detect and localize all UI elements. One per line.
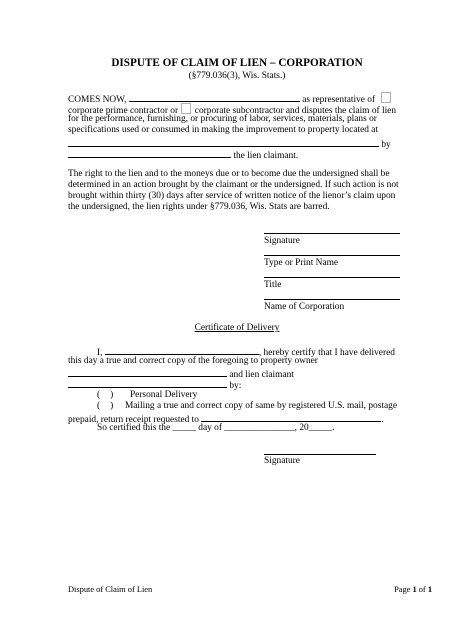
right-to-lien-line-1: The right to the lien and to the moneys due or to become due the undersigned shall be (68, 169, 390, 179)
prepaid-text: prepaid, return receipt requested to (68, 415, 199, 425)
certificate-signature-rule[interactable] (264, 454, 376, 455)
certificate-heading: Certificate of Delivery (194, 323, 280, 333)
delivery-by-text: by: (229, 381, 242, 391)
lien-claimant-field[interactable] (68, 148, 231, 158)
right-to-lien-line-2: determined in an action brought by the claimant or the undersigned. If such action is not (68, 180, 399, 190)
lien-claimant-line (68, 148, 298, 162)
title-rule[interactable] (264, 277, 400, 278)
lien-claimant-text: the lien claimant. (233, 151, 299, 161)
i-text: I, (97, 348, 103, 358)
print-name-rule[interactable] (264, 255, 400, 256)
document-title: DISPUTE OF CLAIM OF LIEN – CORPORATION (111, 57, 363, 69)
prepaid-line: prepaid, return receipt requested to . (68, 412, 384, 426)
specifications-line: specifications used or consumed in making the improvement to property located at (68, 125, 379, 135)
property-owner-field[interactable] (68, 367, 227, 377)
subcontractor-checkbox[interactable] (181, 103, 191, 114)
mail-delivery-close-paren: ) (110, 401, 114, 411)
representative-checkbox[interactable] (381, 92, 391, 103)
performance-line: for the performance, furnishing, or procuring of labor, services, materials, plans or (68, 114, 377, 124)
print-name-label: Type or Print Name (264, 258, 339, 268)
certificate-signature-label: Signature (264, 456, 300, 466)
personal-delivery-open-paren: ( (97, 390, 101, 400)
personal-delivery-label: Personal Delivery (129, 390, 198, 400)
footer-page-number (370, 584, 432, 595)
page-word: Page (394, 585, 411, 594)
hereby-certify-text: , hereby certify that I have delivered (258, 348, 395, 358)
property-address-field[interactable] (68, 137, 379, 147)
property-owner-line: this day a true and correct copy of the foregoing to property owner (68, 356, 318, 366)
personal-delivery-option[interactable] (97, 390, 197, 401)
footer-document-name: Dispute of Claim of Lien (68, 585, 153, 594)
lien-claimant-name-field[interactable] (68, 378, 227, 388)
so-certified-line: So certified this the _____ day of _______________, 20_____. (97, 423, 335, 433)
title-label: Title (264, 280, 282, 290)
mail-delivery-option[interactable] (97, 401, 397, 412)
comes-now-text: COMES NOW, (68, 95, 127, 105)
page-total: 1 (427, 585, 432, 594)
representative-name-field[interactable] (129, 92, 300, 102)
mail-delivery-open-paren: ( (97, 401, 101, 411)
by-text: by (381, 140, 391, 150)
of-word: of (418, 585, 426, 594)
corporation-rule[interactable] (264, 299, 400, 300)
right-to-lien-line-4: the undersigned, the lien rights under §779.036, Wis. Stats are barred. (68, 202, 330, 212)
and-lien-claimant-text: and lien claimant (229, 370, 294, 380)
subcontractor-text: corporate subcontractor and disputes the claim of lien (194, 106, 397, 116)
mail-delivery-label: Mailing a true and correct copy of same by registered U.S. mail, postage (124, 401, 397, 411)
as-representative-text: as representative of (302, 95, 376, 105)
certifier-name-field[interactable] (105, 345, 259, 355)
mail-recipient-field[interactable] (201, 412, 381, 422)
personal-delivery-close-paren: ) (110, 390, 114, 400)
page-current: 1 (412, 585, 417, 594)
signature-rule[interactable] (264, 233, 400, 234)
signature-label: Signature (264, 236, 300, 246)
right-to-lien-line-3: brought within thirty (30) days after service of written notice of the lienor’s claim upon (68, 191, 396, 201)
statute-reference: (§779.036(3), Wis. Stats.) (188, 71, 286, 81)
prime-contractor-text: corporate prime contractor or (68, 106, 179, 116)
corporation-label: Name of Corporation (264, 302, 345, 312)
